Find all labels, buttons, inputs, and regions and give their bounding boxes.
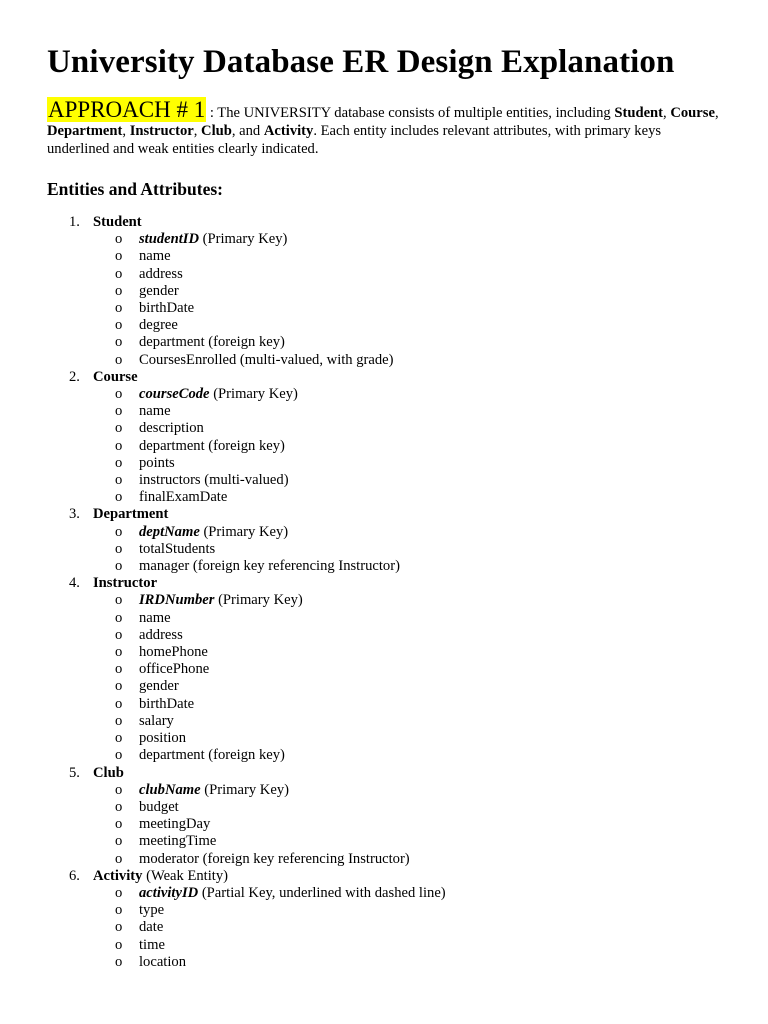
- primary-key-note: (Primary Key): [214, 592, 303, 609]
- entity-number: 3.: [69, 506, 80, 523]
- attribute-item: [93, 696, 727, 713]
- section-heading: Entities and Attributes:: [47, 179, 223, 199]
- attribute-text: instructors (multi-valued): [139, 472, 289, 489]
- bullet-icon: o: [115, 265, 123, 282]
- entity-item-department: [47, 506, 727, 575]
- attribute-text: totalStudents: [139, 540, 216, 557]
- intro-sep: ,: [193, 123, 202, 139]
- attribute-item-key: [93, 231, 727, 248]
- bullet-icon: o: [115, 747, 123, 764]
- attribute-text: meetingDay: [139, 816, 211, 833]
- bullet-icon: o: [115, 317, 123, 334]
- primary-key-name: clubName: [139, 781, 201, 798]
- attribute-item: [93, 799, 727, 816]
- bullet-icon: o: [115, 472, 123, 489]
- entity-number: 6.: [69, 867, 80, 884]
- attribute-item-key: [93, 524, 727, 541]
- entity-number: 2.: [69, 368, 80, 385]
- bullet-icon: o: [115, 644, 123, 661]
- document-title: University Database ER Design Explanation: [47, 44, 675, 80]
- attribute-text: birthDate: [139, 695, 195, 712]
- attribute-item: [93, 851, 727, 868]
- attribute-item: [93, 403, 727, 420]
- attribute-text: name: [139, 609, 171, 626]
- primary-key-name: IRDNumber: [139, 592, 215, 609]
- intro-entity-department: Department: [47, 123, 123, 139]
- attribute-item: [93, 455, 727, 472]
- bullet-icon: o: [115, 386, 123, 403]
- entity-item-instructor: [47, 575, 727, 764]
- bullet-icon: o: [115, 403, 123, 420]
- bullet-icon: o: [115, 902, 123, 919]
- attribute-text: salary: [139, 712, 174, 729]
- attribute-list: [93, 231, 727, 369]
- attribute-text: CoursesEnrolled (multi-valued, with grade): [139, 351, 394, 368]
- attribute-text: meetingTime: [139, 833, 217, 850]
- primary-key-name: activityID: [139, 884, 199, 901]
- attribute-list: [93, 885, 727, 971]
- bullet-icon: o: [115, 592, 123, 609]
- attribute-item: [93, 937, 727, 954]
- attribute-list: [93, 592, 727, 764]
- entity-number: 1.: [69, 214, 80, 230]
- bullet-icon: o: [115, 489, 123, 506]
- intro-entity-club: Club: [201, 123, 232, 139]
- intro-text-2: . Each entity includes relevant attributes, with primary keys underlined and weak entities clearly indicated.: [47, 123, 662, 157]
- attribute-text: department (foreign key): [139, 334, 285, 351]
- primary-key-note: (Primary Key): [199, 523, 289, 540]
- attribute-item: [93, 489, 727, 506]
- intro-text-1: : The UNIVERSITY database consists of multiple entities, including: [206, 105, 615, 121]
- attribute-text: homePhone: [139, 644, 208, 661]
- attribute-item: [93, 678, 727, 695]
- entity-note: (Weak Entity): [142, 867, 228, 884]
- bullet-icon: o: [115, 781, 123, 798]
- attribute-item: [93, 317, 727, 334]
- intro-sep: ,: [663, 105, 671, 121]
- attribute-item: [93, 627, 727, 644]
- bullet-icon: o: [115, 919, 123, 936]
- attribute-text: finalExamDate: [139, 489, 228, 506]
- bullet-icon: o: [115, 661, 123, 678]
- attribute-text: birthDate: [139, 300, 195, 317]
- attribute-item: [93, 902, 727, 919]
- intro-entity-course: Course: [670, 105, 715, 121]
- intro-entity-instructor: Instructor: [129, 123, 194, 139]
- approach-highlight: APPROACH # 1: [48, 97, 206, 122]
- entity-item-club: [47, 765, 727, 868]
- primary-key-name: deptName: [139, 523, 200, 540]
- bullet-icon: o: [115, 626, 123, 643]
- bullet-icon: o: [115, 334, 123, 351]
- attribute-text: moderator (foreign key referencing Instructor): [139, 850, 410, 867]
- attribute-text: manager (foreign key referencing Instructor): [139, 558, 400, 575]
- bullet-icon: o: [115, 884, 123, 901]
- attribute-item-key: [93, 386, 727, 403]
- entity-number: 4.: [69, 575, 80, 592]
- attribute-item: [93, 713, 727, 730]
- attribute-item: [93, 954, 727, 971]
- entity-item-student: [47, 214, 727, 369]
- attribute-text: time: [139, 936, 165, 953]
- intro-entity-student: Student: [614, 105, 664, 121]
- bullet-icon: o: [115, 231, 123, 248]
- entity-name: Club: [93, 764, 124, 781]
- attribute-item: [93, 541, 727, 558]
- entity-name: Course: [93, 368, 138, 385]
- attribute-text: type: [139, 902, 165, 919]
- primary-key-name: studentID: [139, 231, 200, 248]
- attribute-text: officePhone: [139, 661, 210, 678]
- document-page: [47, 40, 727, 971]
- entity-name: Activity: [93, 867, 143, 884]
- attribute-item-key: [93, 782, 727, 799]
- bullet-icon: o: [115, 678, 123, 695]
- bullet-icon: o: [115, 850, 123, 867]
- attribute-item-key: [93, 592, 727, 609]
- attribute-text: name: [139, 248, 171, 265]
- bullet-icon: o: [115, 248, 123, 265]
- attribute-text: address: [139, 626, 183, 643]
- intro-sep: ,: [122, 123, 130, 139]
- bullet-icon: o: [115, 540, 123, 557]
- attribute-item: [93, 334, 727, 351]
- attribute-item: [93, 610, 727, 627]
- attribute-item: [93, 833, 727, 850]
- entity-name: Instructor: [93, 575, 158, 592]
- attribute-text: budget: [139, 798, 179, 815]
- bullet-icon: o: [115, 300, 123, 317]
- bullet-icon: o: [115, 695, 123, 712]
- attribute-text: position: [139, 730, 187, 747]
- attribute-item-key: [93, 885, 727, 902]
- attribute-list: [93, 782, 727, 868]
- entity-number: 5.: [69, 764, 80, 781]
- bullet-icon: o: [115, 712, 123, 729]
- attribute-text: location: [139, 953, 187, 970]
- primary-key-note: (Primary Key): [209, 386, 298, 403]
- attribute-text: address: [139, 265, 183, 282]
- entity-name: Student: [93, 214, 142, 230]
- entity-item-activity: [47, 868, 727, 971]
- intro-sep: ,: [714, 105, 719, 121]
- bullet-icon: o: [115, 798, 123, 815]
- bullet-icon: o: [115, 953, 123, 970]
- attribute-text: gender: [139, 282, 179, 299]
- bullet-icon: o: [115, 558, 123, 575]
- bullet-icon: o: [115, 833, 123, 850]
- bullet-icon: o: [115, 437, 123, 454]
- primary-key-name: courseCode: [139, 386, 210, 403]
- attribute-item: [93, 644, 727, 661]
- attribute-item: [93, 747, 727, 764]
- attribute-item: [93, 283, 727, 300]
- bullet-icon: o: [115, 523, 123, 540]
- attribute-text: department (foreign key): [139, 437, 285, 454]
- bullet-icon: o: [115, 454, 123, 471]
- entity-item-course: [47, 369, 727, 507]
- primary-key-note: (Primary Key): [200, 781, 289, 798]
- bullet-icon: o: [115, 420, 123, 437]
- attribute-item: [93, 300, 727, 317]
- bullet-icon: o: [115, 936, 123, 953]
- bullet-icon: o: [115, 816, 123, 833]
- attribute-item: [93, 661, 727, 678]
- intro-sep: , and: [231, 123, 264, 139]
- attribute-text: department (foreign key): [139, 747, 285, 764]
- attribute-item: [93, 730, 727, 747]
- intro-entity-activity: Activity: [263, 123, 314, 139]
- primary-key-note: (Partial Key, underlined with dashed line): [198, 884, 446, 901]
- entity-name: Department: [93, 506, 169, 523]
- entity-list: [47, 214, 727, 971]
- attribute-list: [93, 386, 727, 506]
- bullet-icon: o: [115, 282, 123, 299]
- attribute-text: gender: [139, 678, 179, 695]
- attribute-item: [93, 558, 727, 575]
- bullet-icon: o: [115, 609, 123, 626]
- attribute-item: [93, 472, 727, 489]
- attribute-item: [93, 816, 727, 833]
- primary-key-note: (Primary Key): [199, 231, 288, 248]
- attribute-item: [93, 438, 727, 455]
- attribute-text: degree: [139, 317, 178, 334]
- bullet-icon: o: [115, 730, 123, 747]
- attribute-item: [93, 248, 727, 265]
- attribute-item: [93, 266, 727, 283]
- intro-paragraph: [47, 98, 727, 158]
- attribute-text: points: [139, 454, 175, 471]
- attribute-text: description: [139, 420, 204, 437]
- attribute-item: [93, 919, 727, 936]
- bullet-icon: o: [115, 351, 123, 368]
- attribute-text: date: [139, 919, 164, 936]
- attribute-item: [93, 352, 727, 369]
- attribute-item: [93, 420, 727, 437]
- attribute-text: name: [139, 403, 171, 420]
- attribute-list: [93, 524, 727, 576]
